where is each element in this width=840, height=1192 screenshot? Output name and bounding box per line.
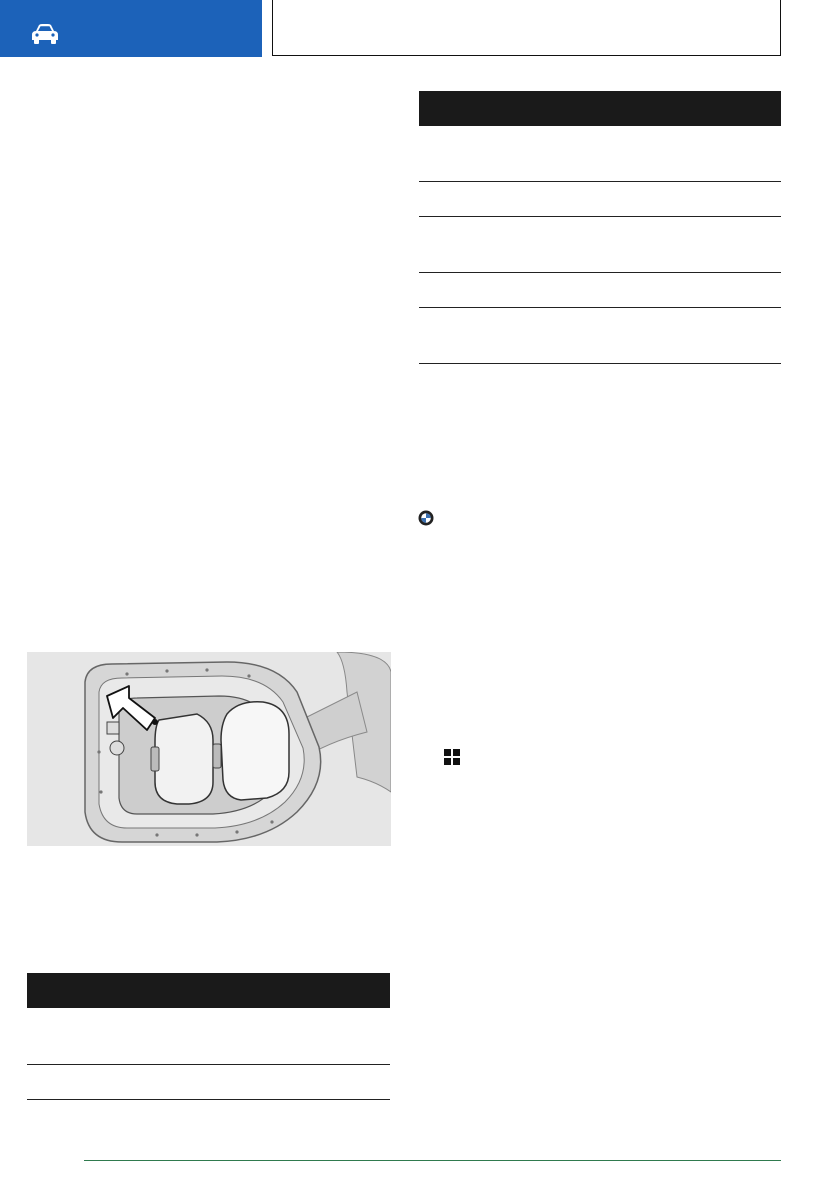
footer-rule [84,1160,781,1161]
table-header [27,973,390,1008]
left-table [27,973,390,1100]
charging-port-drawing [27,652,391,846]
charging-port-illustration [27,652,391,846]
table-row [27,1008,390,1065]
bmw-logo-icon [418,510,434,526]
chapter-tab [0,0,262,57]
chapter-title-box [272,0,781,56]
table-row [419,126,781,182]
table-row [27,1065,390,1100]
right-table [419,91,781,364]
table-row [419,308,781,364]
table-row [419,182,781,217]
apps-grid-icon [444,749,460,765]
table-row [419,217,781,273]
table-header [419,91,781,126]
car-icon [30,23,60,45]
table-row [419,273,781,308]
